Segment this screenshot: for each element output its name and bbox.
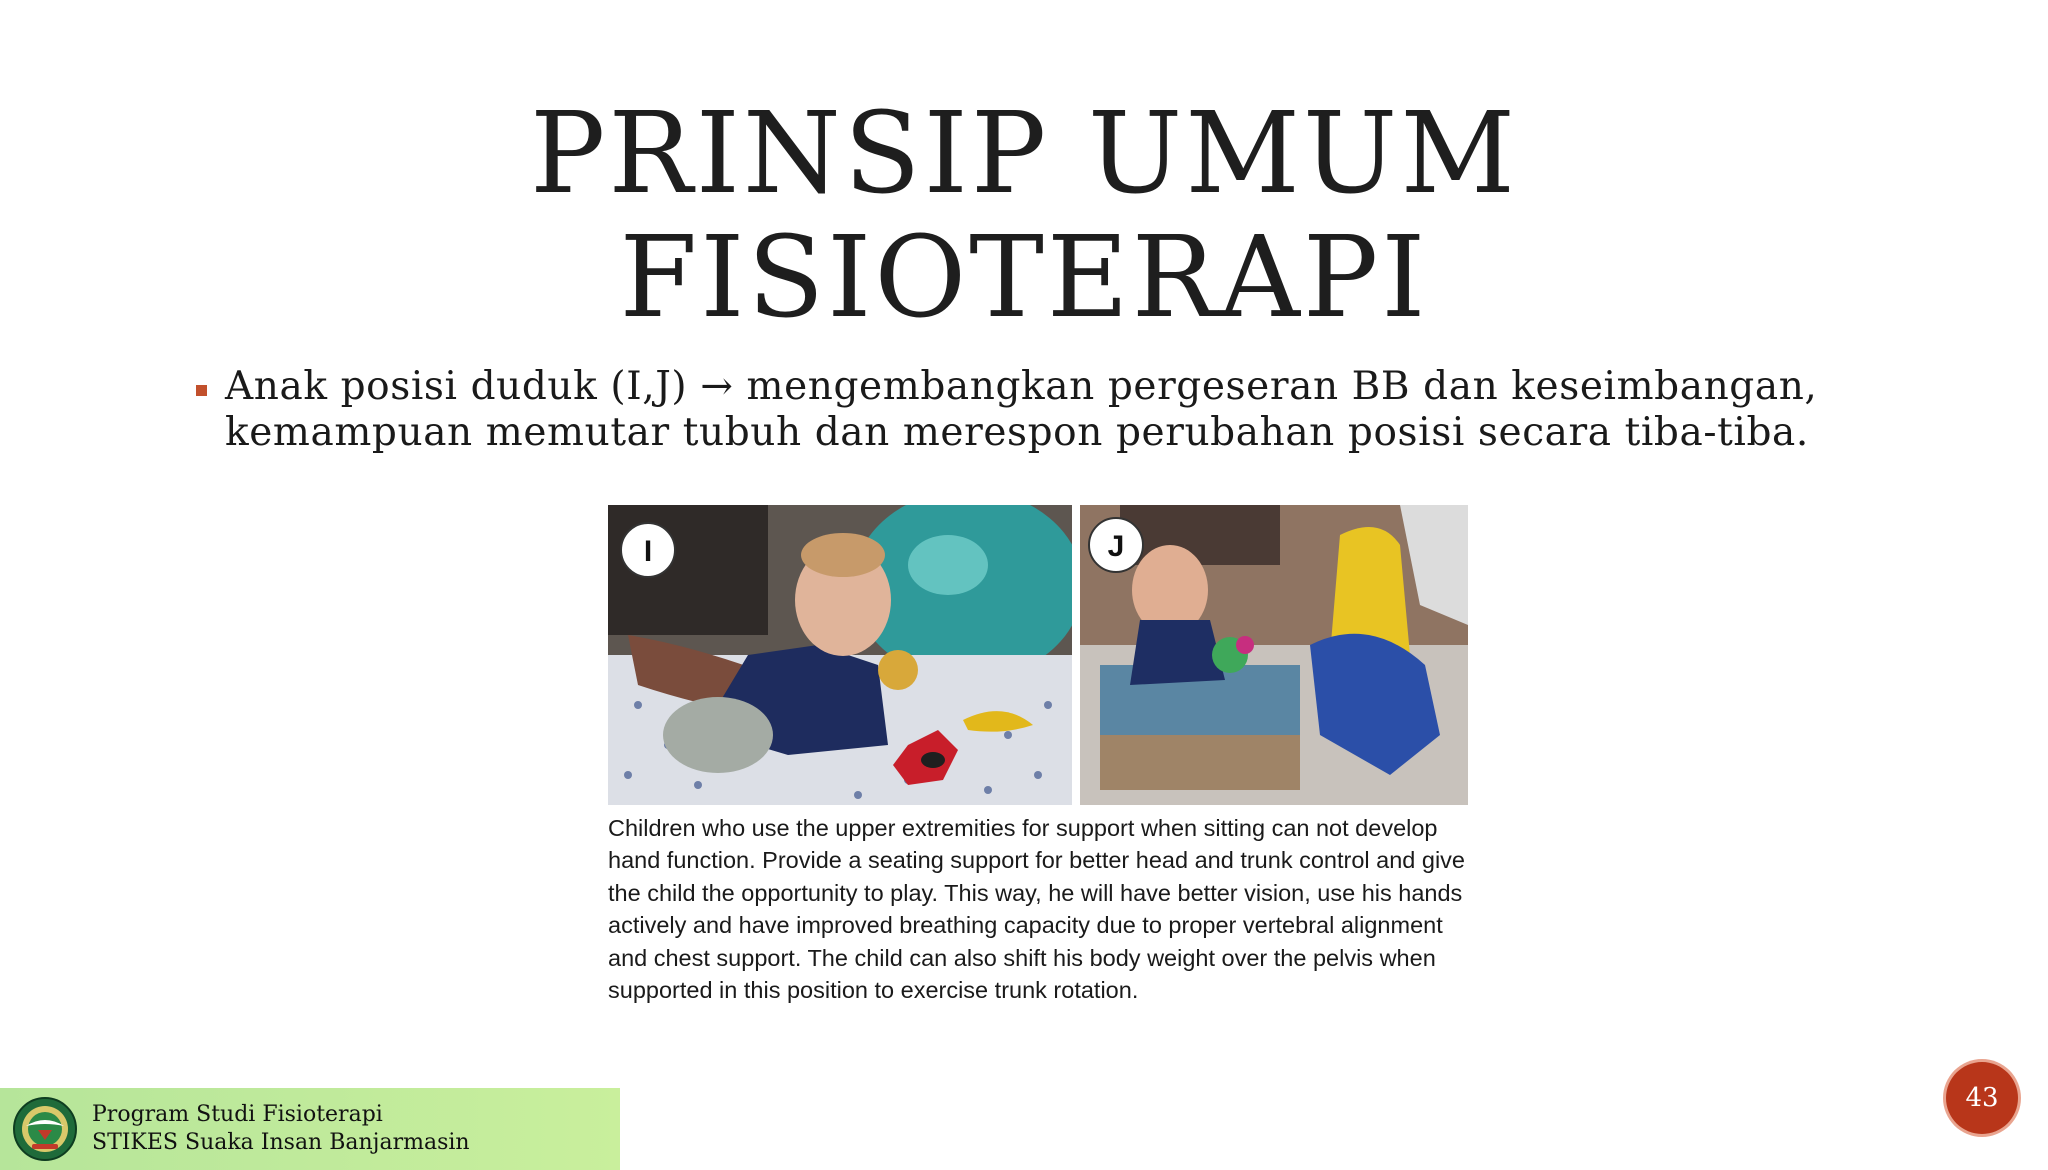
photo-i [608, 505, 1072, 805]
bullet-item [196, 364, 1876, 456]
slide-title [0, 89, 2048, 343]
page-number-badge: 43 [1946, 1062, 2018, 1134]
photo-i-image [608, 505, 1072, 805]
figure [600, 500, 1470, 1050]
bullet-text: Anak posisi duduk (I,J) → mengembangkan pergeseran BB dan keseimbangan, kemampuan memutar tubuh dan merespon perubahan posisi secara tiba-tiba. [225, 364, 1818, 455]
slide-title-line2: FISIOTERAPI [619, 213, 1429, 343]
institution-logo [12, 1096, 78, 1162]
photo-j-label: J [1107, 530, 1125, 563]
footer-banner [0, 1088, 620, 1170]
photo-j [1080, 505, 1468, 805]
footer-program-name: Program Studi Fisioterapi [92, 1102, 383, 1127]
slide-title-line1: PRINSIP UMUM [530, 89, 1518, 219]
photo-j-image [1080, 505, 1468, 805]
bullet-marker-icon [196, 385, 207, 396]
photo-i-label: I [643, 535, 653, 568]
footer-institution-name: STIKES Suaka Insan Banjarmasin [92, 1130, 470, 1155]
figure-caption: Children who use the upper extremities for support when sitting can not develop hand function. Provide a seating support for better head and trunk control and give the child the opportunity to play. This way, he will have better vision, use his hands actively and have improved breathing capacity due to proper vertebral alignment and chest support. The child can also shift his body weight over the pelvis when supported in this position to exercise trunk rotation. [608, 815, 1466, 1004]
